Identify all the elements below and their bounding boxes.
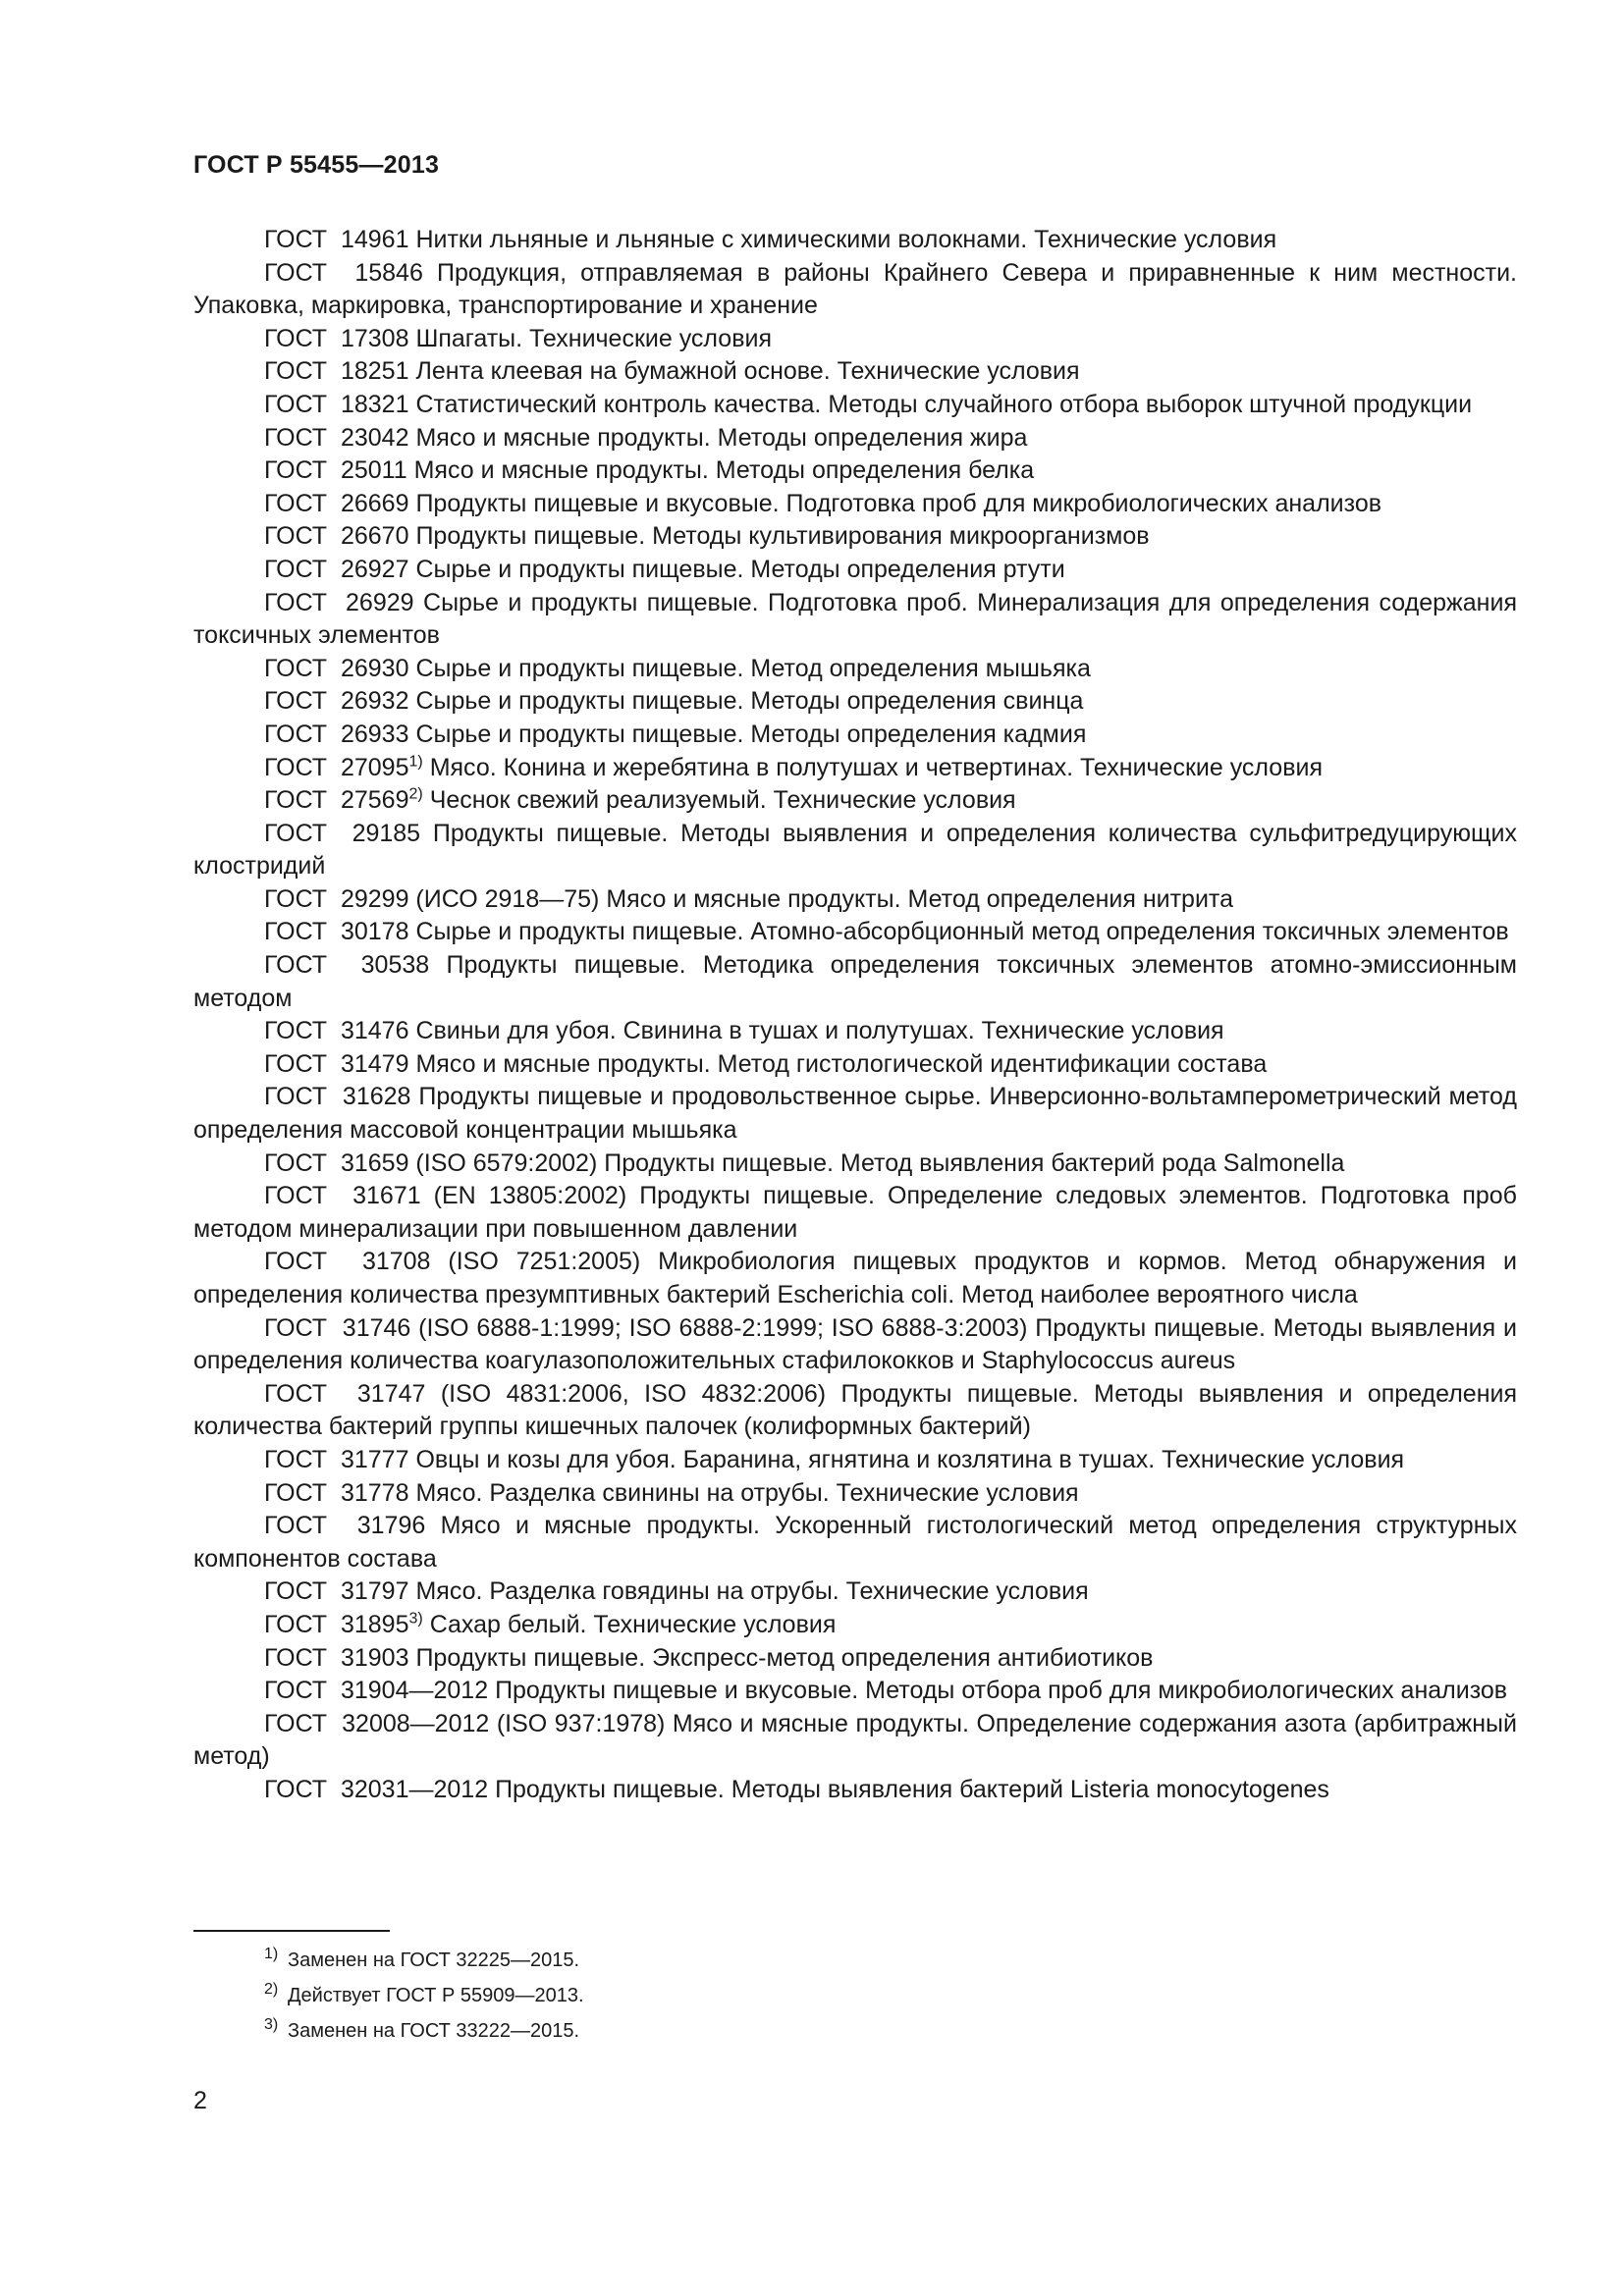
reference-entry <box>193 355 1517 389</box>
reference-title: Сырье и продукты пищевые. Методы определения свинца <box>415 687 1084 716</box>
reference-entry <box>193 916 1517 949</box>
reference-title: Продукты пищевые и продовольственное сырье. Инверсионно-вольтамперометрический метод определения массовой концентрации мышьяка <box>193 1083 1517 1145</box>
reference-code: ГОСТ 26669 <box>264 489 409 517</box>
footnote-text: Действует ГОСТ Р 55909—2013. <box>288 1985 584 2006</box>
reference-title: Свиньи для убоя. Свинина в тушах и полутушах. Технические условия <box>415 1017 1224 1045</box>
reference-entry <box>193 1609 1517 1642</box>
reference-title: Продукты пищевые. Методика определения токсичных элементов атомно-эмиссионным методом <box>193 951 1517 1012</box>
reference-title: Сырье и продукты пищевые. Методы определения ртути <box>415 555 1065 583</box>
reference-title: Мясо. Разделка говядины на отрубы. Технические условия <box>415 1577 1089 1606</box>
reference-title: Сырье и продукты пищевые. Метод определения мышьяка <box>415 654 1091 682</box>
reference-code: ГОСТ 26929 <box>264 588 414 616</box>
reference-title: Микробиология пищевых продуктов и кормов. Метод обнаружения и определения количества презумптивных бактерий Escherichia coli. Метод наиболее вероятного числа <box>193 1248 1517 1308</box>
footnote-text: Заменен на ГОСТ 32225—2015. <box>288 1949 580 1971</box>
reference-code: ГОСТ 31796 <box>264 1512 426 1540</box>
reference-entry <box>193 257 1517 323</box>
reference-entry <box>193 323 1517 356</box>
reference-entry <box>193 883 1517 917</box>
reference-entry <box>193 1015 1517 1048</box>
reference-entry <box>193 719 1517 752</box>
footnote-text: Заменен на ГОСТ 33222—2015. <box>288 2020 580 2042</box>
reference-code: ГОСТ 31747 (ISO 4831:2006, ISO 4832:2006) <box>264 1379 827 1408</box>
reference-entry <box>193 488 1517 521</box>
reference-title: Шпагаты. Технические условия <box>415 324 772 352</box>
reference-entry <box>193 818 1517 883</box>
reference-code: ГОСТ 31778 <box>264 1478 409 1507</box>
reference-title: Мясо и мясные продукты. Методы определения белка <box>413 456 1035 485</box>
document-header: ГОСТ Р 55455—2013 <box>193 151 440 179</box>
reference-title: Овцы и козы для убоя. Баранина, ягнятина и козлятина в тушах. Технические условия <box>415 1445 1405 1473</box>
reference-entry <box>193 685 1517 719</box>
reference-entry <box>193 587 1517 653</box>
reference-title: Продукты пищевые. Методы культивирования микроорганизмов <box>415 522 1150 551</box>
reference-title: Сырье и продукты пищевые. Атомно-абсорбционный метод определения токсичных элементов <box>415 918 1509 946</box>
reference-title: Продукты пищевые. Методы выявления и определения количества сульфитредуцирующих клостридий <box>193 819 1517 881</box>
reference-code: ГОСТ 30538 <box>264 951 430 980</box>
reference-entry <box>193 653 1517 686</box>
reference-code: ГОСТ 29299 (ИСО 2918—75) <box>264 884 600 913</box>
reference-code: ГОСТ 27095 <box>264 753 409 781</box>
footnote-reference-mark: 3) <box>408 1610 423 1628</box>
footnote: $^{2)}$ Действует ГОСТ Р 55909—2013. <box>264 1981 584 2006</box>
reference-code: ГОСТ 15846 <box>264 258 423 287</box>
reference-code: ГОСТ 31895 <box>264 1610 409 1638</box>
reference-code: ГОСТ 32031—2012 <box>264 1775 489 1803</box>
reference-entry <box>193 1048 1517 1082</box>
reference-code: ГОСТ 26932 <box>264 687 409 716</box>
reference-entry <box>193 554 1517 587</box>
reference-code: ГОСТ 29185 <box>264 819 421 847</box>
footnote-reference-mark: 2) <box>408 785 423 803</box>
reference-title: Мясо и мясные продукты. Определение содержания азота (арбитражный метод) <box>193 1709 1517 1771</box>
reference-code: ГОСТ 25011 <box>264 456 407 485</box>
reference-entry <box>193 784 1517 818</box>
reference-entry <box>193 1246 1517 1311</box>
reference-title: Сырье и продукты пищевые. Методы определения кадмия <box>415 720 1087 748</box>
reference-title: Продукты пищевые. Методы выявления и определения количества коагулазоположительных стафилококков и Staphylococcus aureus <box>193 1313 1517 1375</box>
reference-code: ГОСТ 30178 <box>264 918 409 946</box>
reference-code: ГОСТ 31777 <box>264 1445 409 1473</box>
reference-entry <box>193 1378 1517 1444</box>
reference-entry <box>193 422 1517 455</box>
reference-title: Продукты пищевые и вкусовые. Методы отбора проб для микробиологических анализов <box>495 1677 1508 1705</box>
reference-entry <box>193 1148 1517 1181</box>
reference-entry <box>193 1774 1517 1807</box>
reference-title: Продукты пищевые и вкусовые. Подготовка проб для микробиологических анализов <box>415 489 1381 517</box>
reference-code: ГОСТ 26670 <box>264 522 409 551</box>
reference-title: Статистический контроль качества. Методы случайного отбора выборок штучной продукции <box>415 390 1473 418</box>
reference-code: ГОСТ 23042 <box>264 423 409 452</box>
footnote-separator <box>193 1930 390 1932</box>
reference-code: ГОСТ 31904—2012 <box>264 1677 489 1705</box>
reference-entry <box>193 224 1517 257</box>
footnote-reference-mark: 1) <box>408 753 423 771</box>
reference-entry <box>193 1575 1517 1609</box>
reference-title: Мясо и мясные продукты. Методы определения жира <box>415 423 1028 452</box>
reference-entry <box>193 1312 1517 1378</box>
reference-entry <box>193 1675 1517 1708</box>
normative-references-list <box>193 224 1517 1807</box>
reference-title: Мясо и мясные продукты. Метод гистологической идентификации состава <box>415 1049 1268 1078</box>
reference-code: ГОСТ 27569 <box>264 786 409 815</box>
reference-code: ГОСТ 18321 <box>264 390 409 418</box>
reference-title: Сахар белый. Технические условия <box>429 1610 837 1638</box>
reference-code: ГОСТ 26927 <box>264 555 409 583</box>
reference-code: ГОСТ 31797 <box>264 1577 409 1606</box>
reference-title: Мясо и мясные продукты. Ускоренный гистологический метод определения структурных компонентов состава <box>193 1512 1517 1573</box>
reference-entry <box>193 752 1517 785</box>
reference-code: ГОСТ 31659 (ISO 6579:2002) <box>264 1148 598 1177</box>
reference-title: Сырье и продукты пищевые. Подготовка проб. Минерализация для определения содержания токсичных элементов <box>193 588 1517 650</box>
reference-title: Продукты пищевые. Методы выявления и определения количества бактерий группы кишечных палочек (колиформных бактерий) <box>193 1379 1518 1441</box>
reference-entry <box>193 1477 1517 1511</box>
reference-entry <box>193 454 1517 488</box>
reference-code: ГОСТ 14961 <box>264 226 409 253</box>
reference-code: ГОСТ 31671 (EN 13805:2002) <box>264 1182 627 1210</box>
reference-entry <box>193 1444 1517 1477</box>
reference-code: ГОСТ 17308 <box>264 324 409 352</box>
reference-title: Мясо. Конина и жеребятина в полутушах и четвертинах. Технические условия <box>429 753 1323 781</box>
reference-title: Продукты пищевые. Экспресс-метод определения антибиотиков <box>415 1643 1154 1672</box>
reference-code: ГОСТ 32008—2012 (ISO 937:1978) <box>264 1709 666 1737</box>
reference-code: ГОСТ 31903 <box>264 1643 409 1672</box>
reference-entry <box>193 389 1517 422</box>
footnote: $^{3)}$ Заменен на ГОСТ 33222—2015. <box>264 2016 580 2042</box>
reference-code: ГОСТ 31479 <box>264 1049 409 1078</box>
reference-code: ГОСТ 26930 <box>264 654 409 682</box>
reference-code: ГОСТ 31476 <box>264 1017 409 1045</box>
reference-code: ГОСТ 31708 (ISO 7251:2005) <box>264 1248 641 1276</box>
reference-title: Мясо и мясные продукты. Метод определения нитрита <box>606 884 1233 913</box>
reference-title: Лента клеевая на бумажной основе. Технические условия <box>415 357 1080 386</box>
reference-code: ГОСТ 31746 (ISO 6888-1:1999; ISO 6888-2:1999; ISO 6888-3:2003) <box>264 1313 1028 1342</box>
reference-entry <box>193 520 1517 554</box>
reference-entry <box>193 1180 1517 1246</box>
reference-code: ГОСТ 18251 <box>264 357 409 386</box>
reference-entry <box>193 949 1517 1015</box>
reference-code: ГОСТ 31628 <box>264 1083 411 1111</box>
reference-title: Мясо. Разделка свинины на отрубы. Технические условия <box>415 1478 1079 1507</box>
footnote: $^{1)}$ Заменен на ГОСТ 32225—2015. <box>264 1946 580 1971</box>
reference-title: Продукты пищевые. Метод выявления бактерий рода Salmonella <box>604 1148 1345 1177</box>
reference-entry <box>193 1510 1517 1575</box>
page-number: 2 <box>193 2087 207 2114</box>
reference-title: Продукция, отправляемая в районы Крайнего Севера и приравненные к ним местности. Упаковка, маркировка, транспортирование и хранение <box>193 258 1517 320</box>
footnotes <box>264 1943 584 2049</box>
reference-code: ГОСТ 26933 <box>264 720 409 748</box>
reference-title: Продукты пищевые. Методы выявления бактерий Listeria monocytogenes <box>495 1775 1329 1803</box>
reference-entry <box>193 1642 1517 1676</box>
reference-entry <box>193 1708 1517 1774</box>
reference-title: Продукты пищевые. Определение следовых элементов. Подготовка проб методом минерализации при повышенном давлении <box>193 1182 1518 1243</box>
reference-entry <box>193 1081 1517 1147</box>
reference-title: Чеснок свежий реализуемый. Технические условия <box>429 786 1016 815</box>
reference-title: Нитки льняные и льняные с химическими волокнами. Технические условия <box>415 226 1277 253</box>
